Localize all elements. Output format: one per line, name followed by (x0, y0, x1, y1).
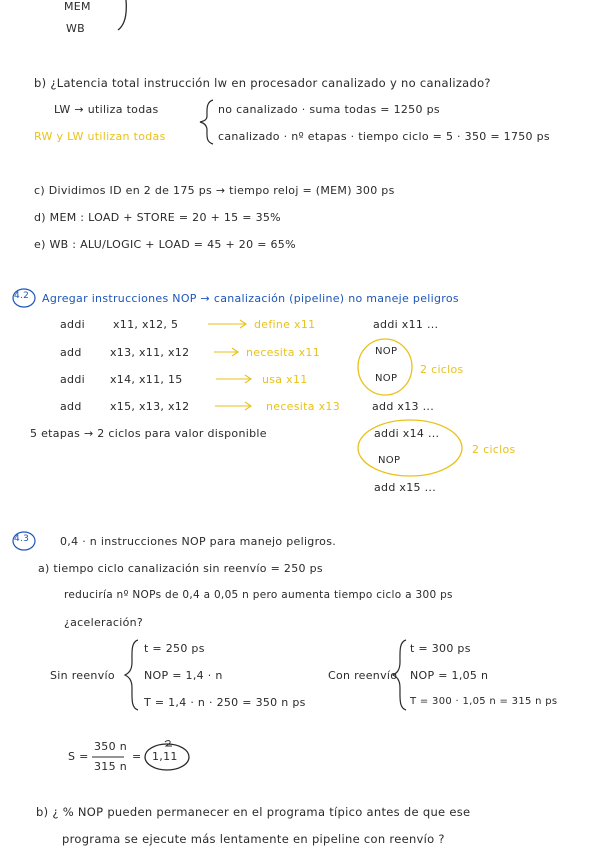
pipeline-row: addi x11 ... (373, 318, 439, 331)
section-d: d) MEM : LOAD + STORE = 20 + 15 = 35% (34, 211, 281, 224)
instr-op: add (60, 346, 82, 359)
section-c: c) Dividimos ID en 2 de 175 ps → tiempo reloj = (MEM) 300 ps (34, 184, 395, 197)
q43-a3: ¿aceleración? (64, 616, 144, 629)
pipeline-row: add x15 ... (374, 481, 436, 494)
ciclos-note: 2 ciclos (420, 363, 464, 376)
rw-lw-note: RW y LW utilizan todas (34, 130, 166, 143)
instr-op: addi (60, 373, 85, 386)
q42-footer: 5 etapas → 2 ciclos para valor disponible (30, 427, 267, 440)
no-canalizado: no canalizado · suma todas = 1250 ps (218, 103, 440, 116)
speedup-result: 1,11 (152, 750, 178, 763)
nop-label: NOP (375, 346, 398, 357)
instr-note: necesita x13 (266, 400, 340, 413)
ciclos-note: 2 ciclos (472, 443, 516, 456)
speedup-label: S = (68, 750, 89, 763)
nop-label: NOP (378, 455, 401, 466)
instr-args: x14, x11, 15 (110, 373, 183, 386)
nop-label: NOP (375, 373, 398, 384)
canalizado: canalizado · nº etapas · tiempo ciclo = 5 · 350 = 1750 ps (218, 130, 550, 143)
instr-args: x15, x13, x12 (110, 400, 190, 413)
sin-reenvio-label: Sin reenvío (50, 669, 115, 682)
instr-note: necesita x11 (246, 346, 320, 359)
q43-b1: b) ¿ % NOP pueden permanecer en el programa típico antes de que ese (36, 805, 471, 819)
pipeline-row: addi x14 ... (374, 427, 440, 440)
instr-op: addi (60, 318, 85, 331)
con-reenvio-label: Con reenvío (328, 669, 398, 682)
instr-args: x11, x12, 5 (113, 318, 179, 331)
q43-number: 4.3 (14, 534, 30, 544)
question-b: b) ¿Latencia total instrucción lw en procesador canalizado y no canalizado? (34, 76, 491, 90)
q42-number: 4.2 (14, 291, 30, 301)
mem-label: MEM (64, 0, 91, 13)
sin-t: t = 250 ps (144, 642, 205, 655)
speedup-numerator: 350 n (94, 740, 127, 753)
q42-title: Agregar instrucciones NOP → canalización (pipeline) no maneje peligros (42, 292, 459, 305)
instr-note: define x11 (254, 318, 316, 331)
con-t: t = 300 ps (410, 642, 471, 655)
sin-T: T = 1,4 · n · 250 = 350 n ps (144, 696, 306, 709)
speedup-denominator: 315 n (94, 760, 127, 773)
instr-args: x13, x11, x12 (110, 346, 190, 359)
q43-b2: programa se ejecute más lentamente en pipeline con reenvío ? (62, 832, 445, 846)
con-nop: NOP = 1,05 n (410, 669, 489, 682)
section-e: e) WB : ALU/LOGIC + LOAD = 45 + 20 = 65% (34, 238, 296, 251)
lw-line: LW → utiliza todas (54, 103, 159, 116)
pipeline-row: add x13 ... (372, 400, 434, 413)
con-T: T = 300 · 1,05 n = 315 n ps (410, 696, 558, 707)
instr-op: add (60, 400, 82, 413)
instr-note: usa x11 (262, 373, 308, 386)
sin-nop: NOP = 1,4 · n (144, 669, 223, 682)
q43-a2: reduciría nº NOPs de 0,4 a 0,05 n pero aumenta tiempo ciclo a 300 ps (64, 589, 453, 601)
q43-a1: a) tiempo ciclo canalización sin reenvío = 250 ps (38, 562, 323, 575)
wb-label: WB (66, 22, 86, 35)
q43-title: 0,4 · n instrucciones NOP para manejo peligros. (60, 535, 337, 548)
speedup-equals: = (132, 750, 142, 763)
